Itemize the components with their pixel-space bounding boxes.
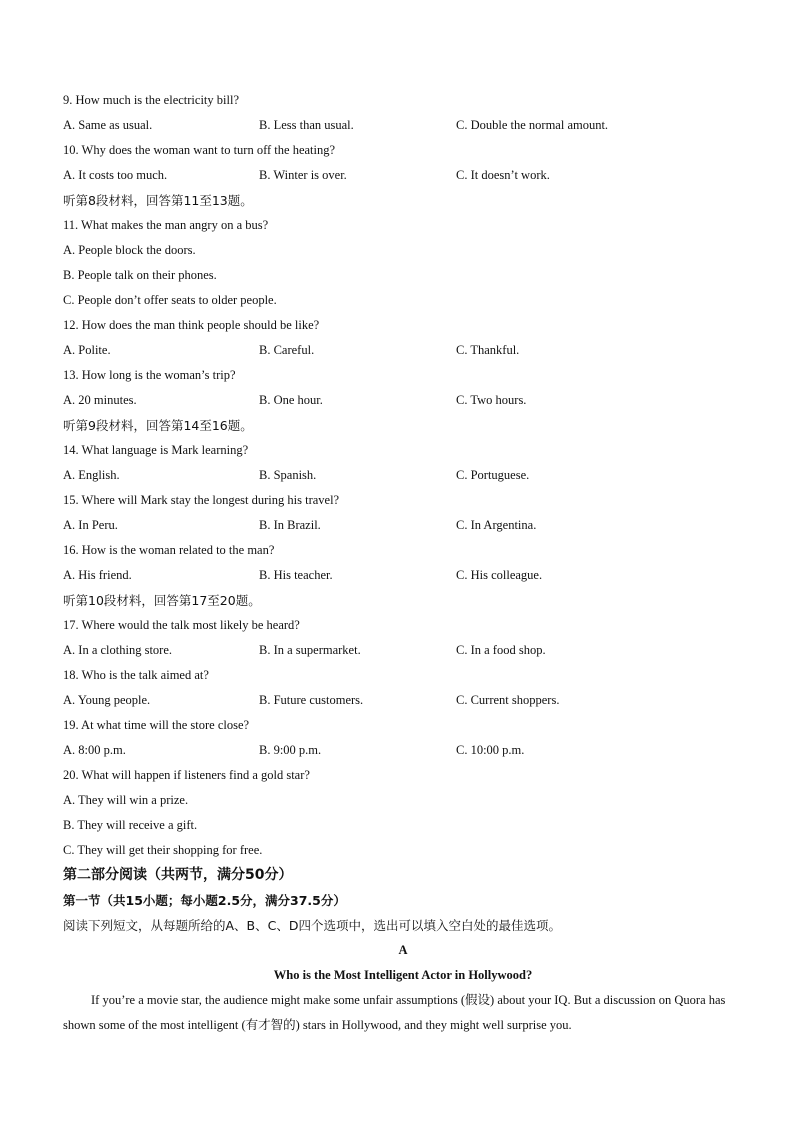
option-c: C. It doesn’t work. [456,168,550,182]
option-c: C. His colleague. [456,568,543,582]
question-17-stem: 17. Where would the talk most likely be heard? [63,618,300,632]
option-c: C. Current shoppers. [456,693,560,707]
section-instruction-10: 听第10段材料，回答第17至20题。 [63,593,261,608]
option-c: C. Portuguese. [456,468,530,482]
option-c: C. In a food shop. [456,643,546,657]
option-c: C. Double the normal amount. [456,118,609,132]
passage-title: Who is the Most Intelligent Actor in Hollywood? [273,968,533,982]
reading-instruction: 阅读下列短文，从每题所给的A、B、C、D四个选项中，选出可以填入空白处的最佳选项。 [63,918,561,933]
question-9-stem: 9. How much is the electricity bill? [63,93,239,107]
question-9-options [63,113,743,138]
question-18-stem: 18. Who is the talk aimed at? [63,668,209,682]
section-instruction-8: 听第8段材料，回答第11至13题。 [63,193,253,208]
option-b: B. Winter is over. [259,168,347,182]
option-c: C. Thankful. [456,343,520,357]
option-a: A. 20 minutes. [63,393,137,407]
question-19-stem: 19. At what time will the store close? [63,718,250,732]
question-11-stem: 11. What makes the man angry on a bus? [63,218,269,232]
question-15-stem: 15. Where will Mark stay the longest during his travel? [63,493,340,507]
option-b: B. One hour. [259,393,323,407]
part-two-heading: 第二部分阅读（共两节，满分50分） [63,867,293,883]
option-b: B. They will receive a gift. [63,818,198,832]
option-a: A. In Peru. [63,518,118,532]
question-20-stem: 20. What will happen if listeners find a gold star? [63,768,310,782]
option-a: A. People block the doors. [63,243,196,257]
question-17-options [63,638,743,663]
question-14-options [63,463,743,488]
question-10-stem: 10. Why does the woman want to turn off the heating? [63,143,336,157]
question-16-options [63,563,743,588]
option-a: A. It costs too much. [63,168,168,182]
option-b: B. In a supermarket. [259,643,361,657]
question-10-options [63,163,743,188]
option-b: B. Less than usual. [259,118,354,132]
option-a: A. English. [63,468,120,482]
exam-page [63,88,743,1038]
passage-letter: A [398,943,408,957]
passage-paragraph: If you’re a movie star, the audience might make some unfair assumptions (假设) about your IQ. But a discussion on Quora has shown some of the most intelligent (有才智的) stars in Hollywood, and they might well surprise you. [63,993,726,1032]
option-b: B. Careful. [259,343,315,357]
option-a: A. In a clothing store. [63,643,173,657]
option-a: A. 8:00 p.m. [63,743,126,757]
option-a: A. Polite. [63,343,111,357]
option-b: B. Spanish. [259,468,317,482]
option-c: C. 10:00 p.m. [456,743,525,757]
question-13-options [63,388,743,413]
question-14-stem: 14. What language is Mark learning? [63,443,249,457]
section-instruction-9: 听第9段材料，回答第14至16题。 [63,418,253,433]
question-19-options [63,738,743,763]
option-b: B. 9:00 p.m. [259,743,322,757]
question-13-stem: 13. How long is the woman’s trip? [63,368,236,382]
question-15-options [63,513,743,538]
option-a: A. They will win a prize. [63,793,189,807]
option-c: C. Two hours. [456,393,527,407]
option-b: B. Future customers. [259,693,364,707]
option-c: C. In Argentina. [456,518,537,532]
question-12-stem: 12. How does the man think people should be like? [63,318,320,332]
question-18-options [63,688,743,713]
option-a: A. His friend. [63,568,132,582]
option-b: B. People talk on their phones. [63,268,217,282]
option-c: C. People don’t offer seats to older people. [63,293,277,307]
section-one-heading: 第一节（共15小题；每小题2.5分，满分37.5分） [63,893,346,908]
option-c: C. They will get their shopping for free. [63,843,263,857]
option-a: A. Same as usual. [63,118,153,132]
option-b: B. His teacher. [259,568,333,582]
question-16-stem: 16. How is the woman related to the man? [63,543,275,557]
option-a: A. Young people. [63,693,151,707]
question-12-options [63,338,743,363]
option-b: B. In Brazil. [259,518,321,532]
